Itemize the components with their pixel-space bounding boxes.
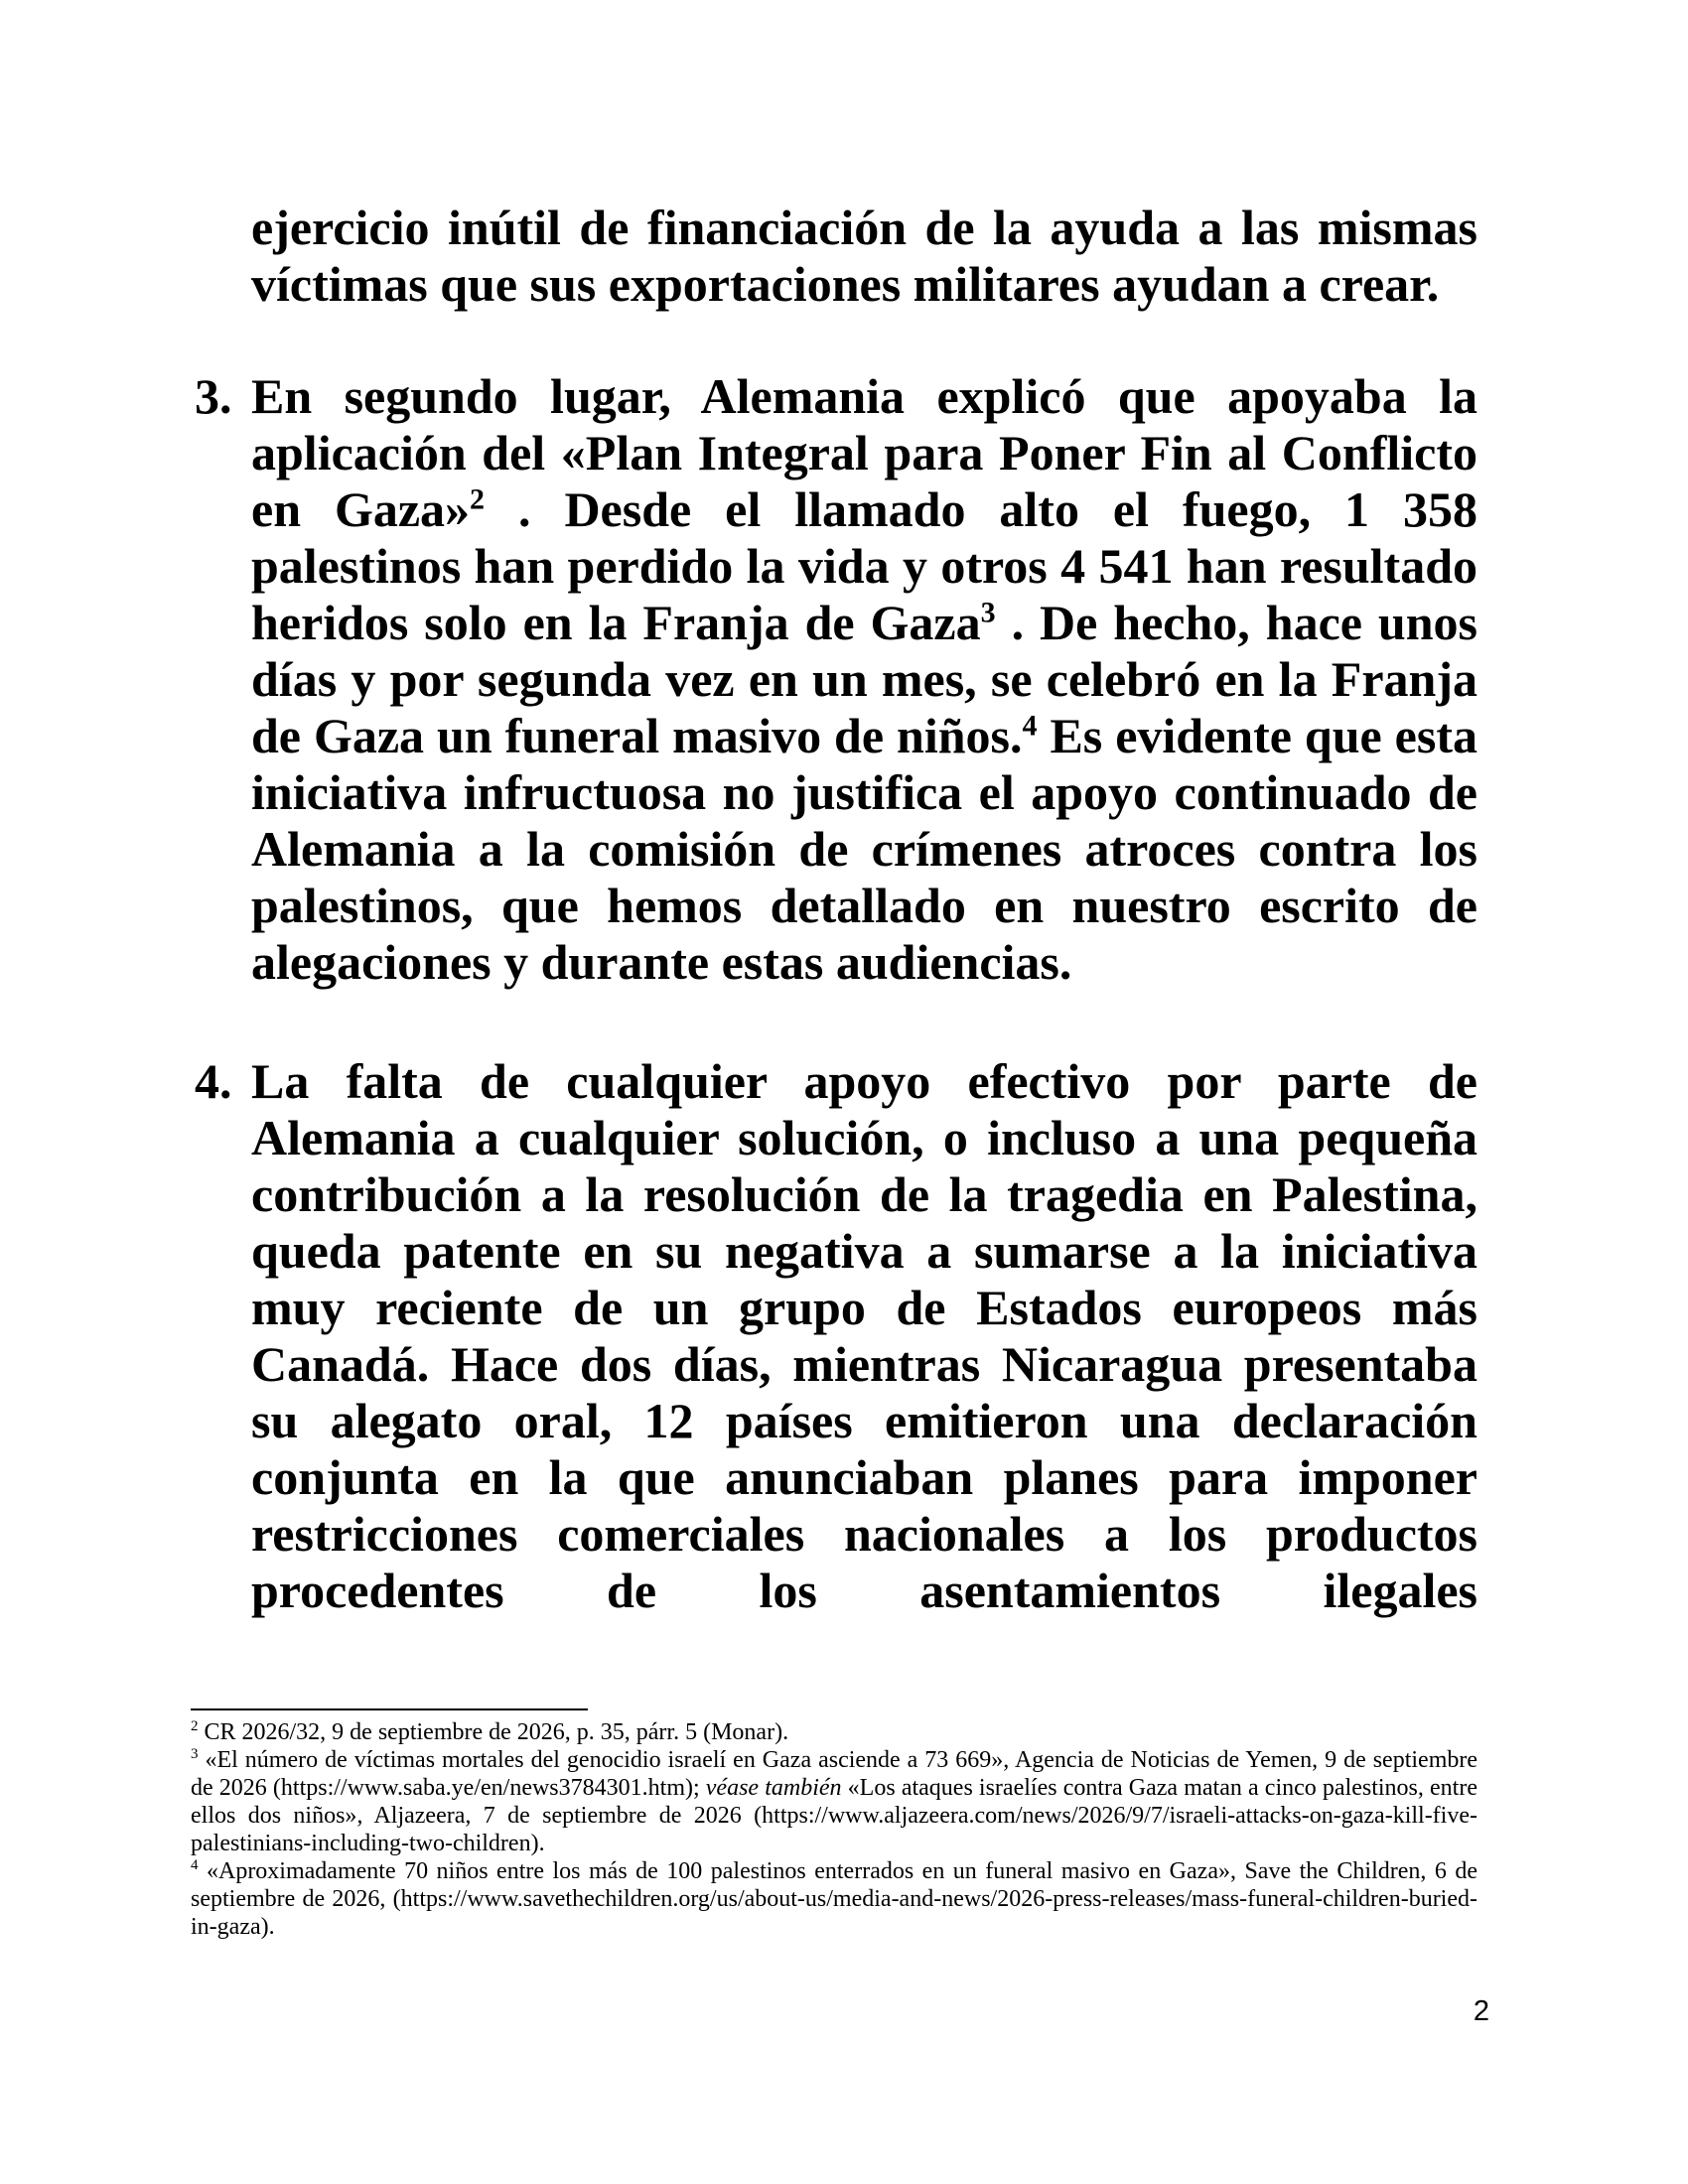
footnote-text: «Aproximadamente 70 niños entre los más de 100 palestinos enterrados en un funeral masivo en Gaza», Save the Children, 6 de septiembre de 2026, (https://www.savethechildren.org/us/about-us/media-and-news/2026-press-releases/mass-funeral-children-buried-in-gaza). (191, 1858, 1477, 1940)
paragraph-text: . De hecho, hace unos días y por segunda vez en un mes, se celebró en la Franja de Gaza un funeral masivo de niños. (251, 595, 1477, 763)
footnote-3 (191, 1746, 1477, 1857)
footnote-separator (191, 1708, 588, 1710)
paragraph-text: La falta de cualquier apoyo efectivo por parte de Alemania a cualquier solución, o incluso a una pequeña contribución a la resolución de la tragedia en Palestina, queda patente en su negativa a sumarse a la iniciativa muy reciente de un grupo de Estados europeos más Canadá. Hace dos días, mientras Nicaragua presentaba su alegato oral, 12 países emitieron una declaración conjunta en la que anunciaban planes para imponer restricciones comerciales nacionales a los productos procedentes de los asentamientos ilegales (251, 1053, 1477, 1618)
footnotes (191, 1718, 1477, 1941)
footnote-text: «Los ataques israelíes contra Gaza matan a cinco palestinos, entre ellos dos niños», Aljazeera, 7 de septiembre de 2026 (https://www.aljazeera.com/news/2026/9/7/israeli-attacks-on-gaza-kill-five-palestinians-including-two-children). (191, 1775, 1477, 1856)
footnote-reference[interactable]: 4 (1022, 709, 1038, 743)
footnote-2 (191, 1718, 1477, 1746)
footnote-mark: 3 (191, 1746, 199, 1762)
footnote-4 (191, 1857, 1477, 1941)
paragraph-text: Es evidente que esta iniciativa infructuosa no justifica el apoyo continuado de Alemania a la comisión de crímenes atroces contra los palestinos, que hemos detallado en nuestro escrito de alegaciones y durante estas audiencias. (251, 708, 1477, 990)
footnote-mark: 4 (191, 1857, 199, 1873)
footnote-mark: 2 (191, 1718, 199, 1734)
paragraph-4 (195, 1053, 1477, 1619)
paragraph-number: 3. (195, 368, 232, 424)
continued-paragraph (251, 200, 1477, 313)
footnote-text: «El número de víctimas mortales del genocidio israelí en Gaza asciende a 73 669», Agencia de Noticias de Yemen, 9 de septiembre de 2026 (https://www.saba.ye/en/news3784301.htm); (191, 1747, 1477, 1801)
paragraph-text: . Desde el llamado alto el fuego, 1 358 palestinos han perdido la vida y otros 4 541 han resultado heridos solo en la Franja de Gaza (251, 481, 1477, 650)
paragraph-3 (195, 368, 1477, 991)
page-number: 2 (1473, 1995, 1489, 2027)
paragraph-text: En segundo lugar, Alemania explicó que apoyaba la aplicación del «Plan Integral para Poner Fin al Conflicto en Gaza» (251, 368, 1477, 537)
footnote-reference[interactable]: 2 (470, 482, 486, 516)
footnote-text: CR 2026/32, 9 de septiembre de 2026, p. 35, párr. 5 (Monar). (198, 1719, 789, 1745)
footnote-italic-text: véase también (705, 1775, 842, 1801)
continued-paragraph-text: ejercicio inútil de financiación de la ayuda a las mismas víctimas que sus exportaciones militares ayudan a crear. (251, 200, 1477, 312)
footnote-reference[interactable]: 3 (980, 596, 996, 629)
paragraph-number: 4. (195, 1053, 232, 1109)
